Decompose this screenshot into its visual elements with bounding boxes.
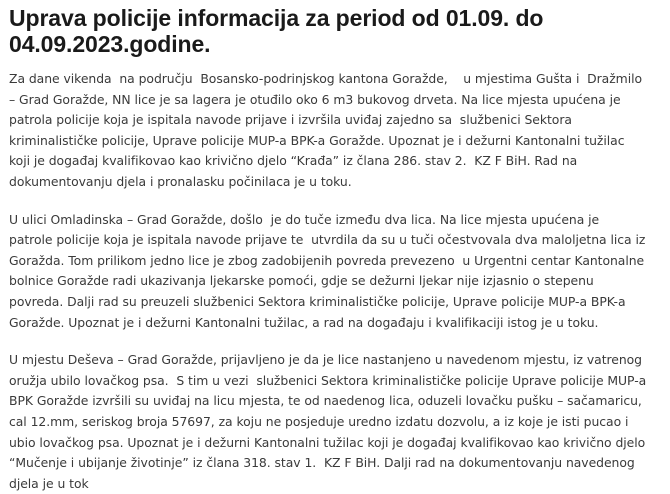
paragraph-line: bolnice Goražde radi ukazivanja ljekarske pomoći, gdje se dežurni ljekar nije izjasnio o stepenu	[9, 273, 594, 289]
paragraph-line: patrola policije koja je ispitala navode prijave i izvršila uviđaj zajedno sa službenici Sektora	[9, 112, 572, 128]
title-line: Uprava policije informacija za period od 01.09. do	[9, 5, 544, 31]
article-title	[9, 5, 664, 57]
news-article	[9, 5, 664, 494]
paragraph-line: kriminalističke policije, Uprave policije MUP-a BPK-a Goražde. Upoznat je i dežurni Kantonalni tužilac	[9, 132, 625, 148]
paragraph-line: patrole policije koja je ispitala navode prijave te utvrdila da su u tuči očestvovala dva maloljetna lica iz	[9, 232, 646, 248]
paragraph-line: U ulici Omladinska – Grad Goražde, došlo je do tuče između dva lica. Na lice mjesta upućena je	[9, 211, 600, 227]
paragraph-line: Goražda. Tom prilikom jedno lice je zbog zadobijenih povreda prevezeno u Urgentni centar Kantonalne	[9, 252, 645, 268]
paragraph-line: djela je u tok	[9, 475, 89, 491]
paragraph-animal-report	[9, 350, 664, 494]
paragraph-line: U mjestu Deševa – Grad Goražde, prijavljeno je da je lice nastanjeno u navedenom mjestu, iz vatrenog	[9, 352, 642, 368]
paragraph-line: povreda. Dalji rad su preuzeli službenici Sektora kriminalističke policije, Uprave policije MUP-a BPK-a	[9, 293, 626, 309]
paragraph-line: “Mučenje i ubijanje životinje” iz člana 318. stav 1. KZ F BiH. Dalji rad na dokumentovanju navedenog	[9, 455, 635, 471]
paragraph-fight-report	[9, 210, 664, 334]
paragraph-line: dokumentovanju djela i pronalasku počinilaca je u toku.	[9, 173, 352, 189]
paragraph-line: ubio lovačkog psa. Upoznat je i dežurni Kantonalni tužilac koji je događaj kvalifikovao kao krivično djelo	[9, 434, 646, 450]
paragraph-theft-report	[9, 69, 664, 193]
paragraph-line: cal 12.mm, seriskog broja 57697, za koju ne posjeduje uredno izdatu dozvolu, a iz koje je isti pucao i	[9, 413, 629, 429]
article-body	[9, 69, 664, 494]
title-line: 04.09.2023.godine.	[9, 31, 211, 57]
paragraph-line: Goražde. Upoznat je i dežurni Kantonalni tužilac, a rad na događaju i kvalifikaciji istog je u toku.	[9, 314, 599, 330]
paragraph-line: Za dane vikenda na području Bosansko-podrinjskog kantona Goražde, u mjestima Gušta i Dražmilo	[9, 71, 643, 86]
paragraph-line: koji je događaj kvalifikovao kao krivično djelo “Krađa” iz člana 286. stav 2. KZ F BiH. Rad na	[9, 153, 578, 169]
paragraph-line: BPK Goražde izvršili su uviđaj na licu mjesta, te od naedenog lica, oduzeli lovačku pušku – sačamaricu,	[9, 393, 642, 409]
paragraph-line: – Grad Goražde, NN lice je sa lagera je otuđilo oko 6 m3 bukovog drveta. Na lice mjesta upućena je	[9, 91, 621, 107]
paragraph-line: oružja ubilo lovačkog psa. S tim u vezi službenici Sektora kriminalističke policije Uprave policije MUP-a	[9, 372, 647, 388]
